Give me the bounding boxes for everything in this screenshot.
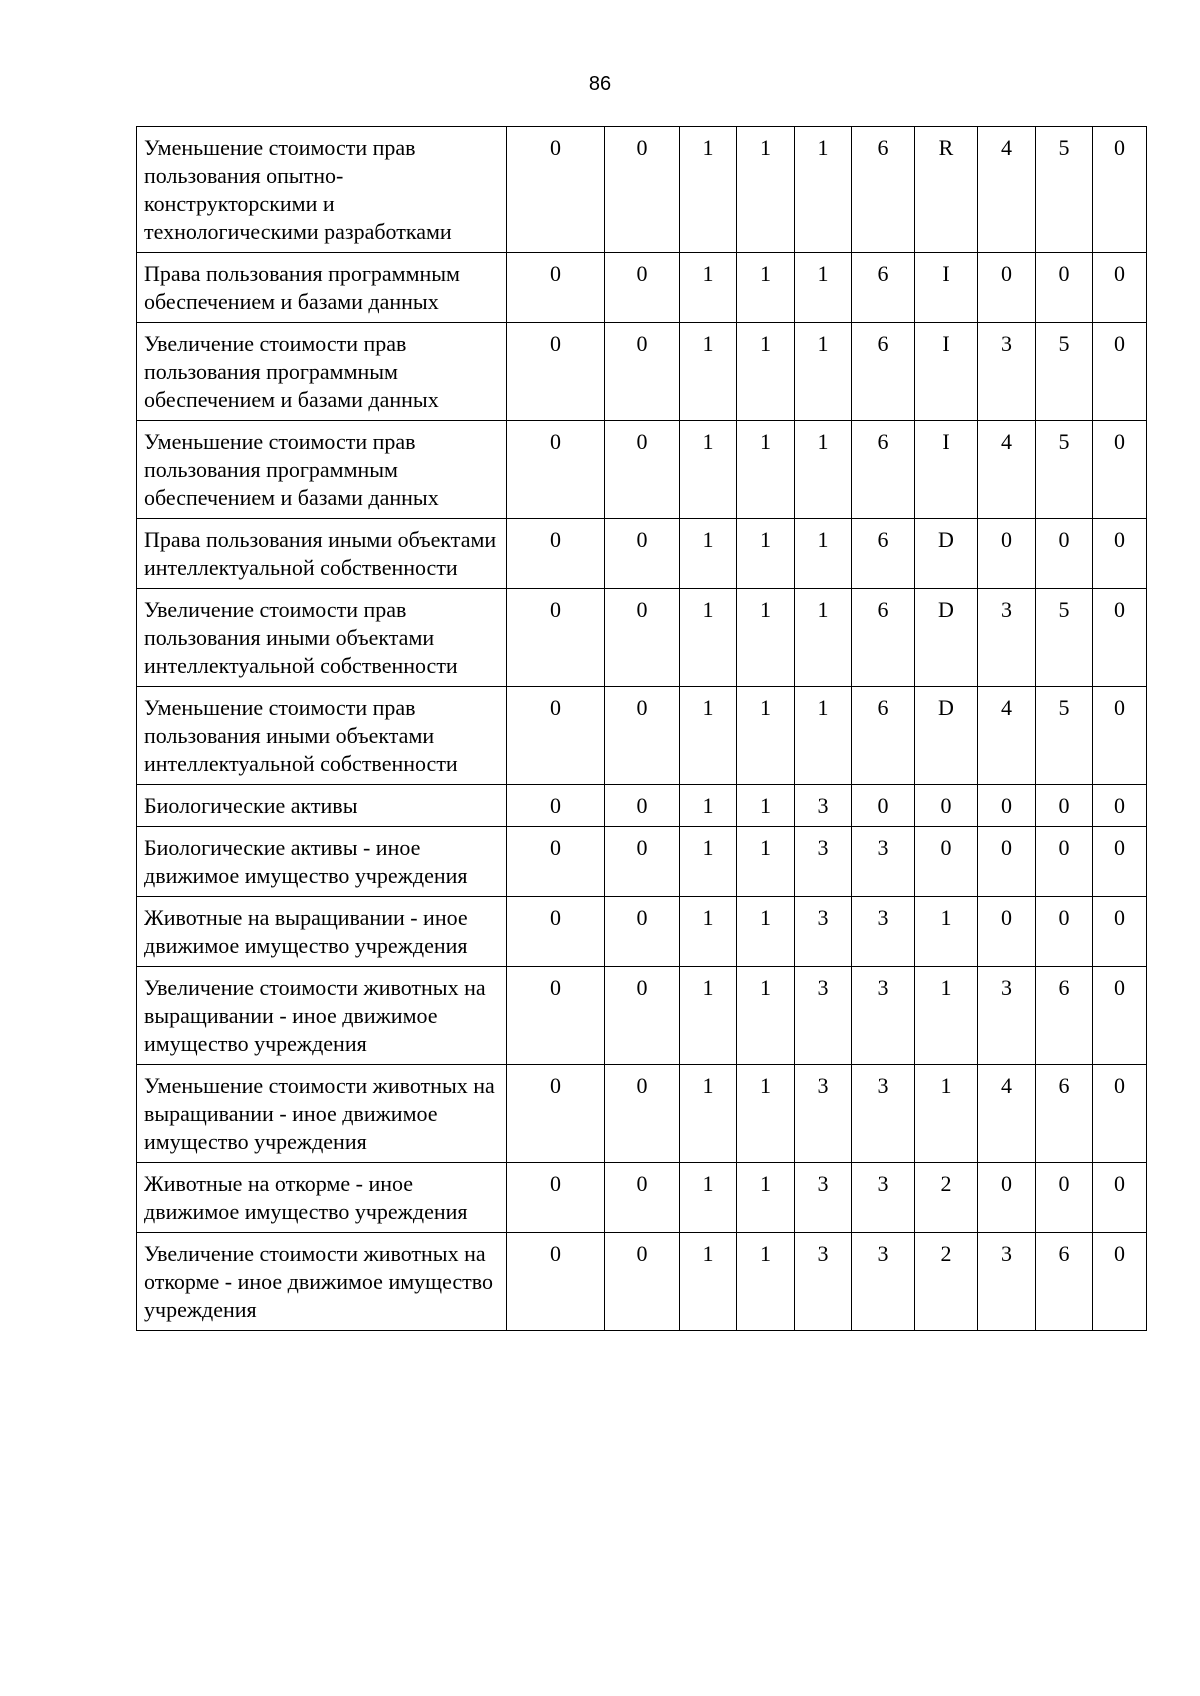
account-name-cell: Права пользования программным обеспечением и базами данных [137,253,507,323]
code-digit-cell: 0 [605,253,680,323]
code-digit-cell: 0 [1093,253,1147,323]
code-digit-cell: 1 [737,687,795,785]
code-digit-cell: 0 [1036,519,1093,589]
account-name-cell: Биологические активы - иное движимое имущество учреждения [137,827,507,897]
code-digit-cell: 1 [795,589,852,687]
code-digit-cell: 3 [978,323,1036,421]
code-digit-cell: 0 [978,827,1036,897]
code-digit-cell: 5 [1036,421,1093,519]
table-row [137,967,1147,1065]
code-digit-cell: 0 [507,589,605,687]
code-digit-cell: 6 [1036,967,1093,1065]
code-digit-cell: 0 [507,127,605,253]
code-digit-cell: 0 [978,253,1036,323]
code-digit-cell: 4 [978,127,1036,253]
code-digit-cell: 1 [795,519,852,589]
code-digit-cell: I [915,323,978,421]
code-digit-cell: 6 [1036,1065,1093,1163]
code-digit-cell: 0 [1093,687,1147,785]
code-digit-cell: 1 [680,323,737,421]
code-digit-cell: 3 [978,967,1036,1065]
code-digit-cell: 0 [1093,323,1147,421]
code-digit-cell: 3 [852,1163,915,1233]
code-digit-cell: 0 [1093,1233,1147,1331]
code-digit-cell: 0 [605,1233,680,1331]
code-digit-cell: 1 [737,785,795,827]
code-digit-cell: 1 [795,253,852,323]
account-name-cell: Увеличение стоимости прав пользования программным обеспечением и базами данных [137,323,507,421]
code-digit-cell: 1 [795,687,852,785]
table-row [137,897,1147,967]
code-digit-cell: 0 [605,127,680,253]
table-row [137,1065,1147,1163]
account-name-cell: Увеличение стоимости прав пользования иными объектами интеллектуальной собственности [137,589,507,687]
code-digit-cell: 0 [1036,1163,1093,1233]
code-digit-cell: 0 [507,519,605,589]
code-digit-cell: 0 [507,323,605,421]
code-digit-cell: R [915,127,978,253]
table-row [137,421,1147,519]
code-digit-cell: 0 [1036,827,1093,897]
code-digit-cell: 1 [737,827,795,897]
code-digit-cell: 3 [852,967,915,1065]
code-digit-cell: 1 [680,897,737,967]
code-digit-cell: D [915,687,978,785]
code-digit-cell: 0 [507,897,605,967]
code-digit-cell: 0 [978,785,1036,827]
code-digit-cell: 3 [795,827,852,897]
code-digit-cell: 6 [852,127,915,253]
code-digit-cell: 1 [737,589,795,687]
account-name-cell: Биологические активы [137,785,507,827]
code-digit-cell: 1 [795,127,852,253]
code-digit-cell: 1 [680,827,737,897]
table-row [137,1163,1147,1233]
code-digit-cell: 1 [680,967,737,1065]
code-digit-cell: 1 [915,1065,978,1163]
code-digit-cell: 0 [1093,127,1147,253]
code-digit-cell: 1 [795,323,852,421]
code-digit-cell: 0 [507,1233,605,1331]
code-digit-cell: 0 [915,827,978,897]
code-digit-cell: 1 [680,1163,737,1233]
account-name-cell: Животные на выращивании - иное движимое имущество учреждения [137,897,507,967]
account-name-cell: Уменьшение стоимости прав пользования программным обеспечением и базами данных [137,421,507,519]
code-digit-cell: 0 [605,1163,680,1233]
table-row [137,687,1147,785]
code-digit-cell: 0 [507,1065,605,1163]
code-digit-cell: 6 [852,421,915,519]
code-digit-cell: 0 [1093,519,1147,589]
code-digit-cell: 0 [1093,589,1147,687]
code-digit-cell: 0 [852,785,915,827]
code-digit-cell: 0 [605,421,680,519]
code-digit-cell: 1 [737,127,795,253]
code-digit-cell: 0 [1093,1065,1147,1163]
code-digit-cell: 3 [795,1233,852,1331]
table-row [137,1233,1147,1331]
code-digit-cell: 6 [852,323,915,421]
code-digit-cell: 0 [605,519,680,589]
page-number: 86 [588,73,612,95]
code-digit-cell: 6 [852,253,915,323]
code-digit-cell: 1 [680,589,737,687]
code-digit-cell: 0 [605,1065,680,1163]
code-digit-cell: 0 [978,897,1036,967]
account-name-cell: Уменьшение стоимости прав пользования опытно-конструкторскими и технологическими разработками [137,127,507,253]
code-digit-cell: 0 [507,1163,605,1233]
code-digit-cell: 0 [507,687,605,785]
code-digit-cell: 5 [1036,589,1093,687]
code-digit-cell: 6 [852,589,915,687]
code-digit-cell: 3 [978,589,1036,687]
code-digit-cell: 0 [507,827,605,897]
code-digit-cell: 3 [852,1065,915,1163]
code-digit-cell: 3 [852,827,915,897]
code-digit-cell: 1 [737,897,795,967]
code-digit-cell: 0 [605,323,680,421]
code-digit-cell: 0 [605,827,680,897]
code-digit-cell: 1 [680,253,737,323]
code-digit-cell: 0 [605,785,680,827]
code-digit-cell: 0 [1093,785,1147,827]
code-digit-cell: 0 [1036,785,1093,827]
code-digit-cell: D [915,589,978,687]
code-digit-cell: I [915,421,978,519]
code-digit-cell: 0 [605,589,680,687]
code-digit-cell: 0 [507,785,605,827]
code-digit-cell: 3 [795,967,852,1065]
table-row [137,253,1147,323]
code-digit-cell: 2 [915,1163,978,1233]
code-digit-cell: 0 [1036,897,1093,967]
table-row [137,519,1147,589]
code-digit-cell: 1 [737,253,795,323]
code-digit-cell: 6 [1036,1233,1093,1331]
code-digit-cell: 3 [795,1163,852,1233]
account-name-cell: Увеличение стоимости животных на откорме - иное движимое имущество учреждения [137,1233,507,1331]
code-digit-cell: 0 [507,253,605,323]
code-digit-cell: 0 [978,1163,1036,1233]
code-digit-cell: 3 [852,897,915,967]
code-digit-cell: 0 [1093,967,1147,1065]
code-digit-cell: 5 [1036,127,1093,253]
account-codes-table [136,126,1147,1331]
code-digit-cell: 1 [680,127,737,253]
code-digit-cell: 1 [737,1163,795,1233]
code-digit-cell: D [915,519,978,589]
code-digit-cell: 0 [605,967,680,1065]
code-digit-cell: 3 [795,1065,852,1163]
code-digit-cell: 1 [737,323,795,421]
code-digit-cell: 6 [852,687,915,785]
code-digit-cell: 3 [978,1233,1036,1331]
table-row [137,323,1147,421]
code-digit-cell: 0 [507,421,605,519]
code-digit-cell: 5 [1036,687,1093,785]
table-row [137,589,1147,687]
code-digit-cell: 1 [915,967,978,1065]
code-digit-cell: 0 [915,785,978,827]
account-name-cell: Права пользования иными объектами интеллектуальной собственности [137,519,507,589]
table-row [137,785,1147,827]
code-digit-cell: 5 [1036,323,1093,421]
code-digit-cell: 3 [795,897,852,967]
code-digit-cell: 0 [978,519,1036,589]
code-digit-cell: 1 [680,1065,737,1163]
code-digit-cell: 6 [852,519,915,589]
code-digit-cell: I [915,253,978,323]
account-name-cell: Увеличение стоимости животных на выращивании - иное движимое имущество учреждения [137,967,507,1065]
code-digit-cell: 1 [915,897,978,967]
code-digit-cell: 1 [795,421,852,519]
code-digit-cell: 1 [680,519,737,589]
table-row [137,827,1147,897]
code-digit-cell: 3 [852,1233,915,1331]
code-digit-cell: 0 [605,687,680,785]
code-digit-cell: 0 [1093,1163,1147,1233]
code-digit-cell: 4 [978,687,1036,785]
code-digit-cell: 2 [915,1233,978,1331]
code-digit-cell: 4 [978,421,1036,519]
account-name-cell: Уменьшение стоимости прав пользования иными объектами интеллектуальной собственности [137,687,507,785]
code-digit-cell: 0 [507,967,605,1065]
code-digit-cell: 1 [737,519,795,589]
code-digit-cell: 0 [1036,253,1093,323]
account-name-cell: Уменьшение стоимости животных на выращивании - иное движимое имущество учреждения [137,1065,507,1163]
code-digit-cell: 1 [680,785,737,827]
code-digit-cell: 0 [1093,421,1147,519]
code-digit-cell: 1 [737,967,795,1065]
code-digit-cell: 0 [1093,897,1147,967]
code-digit-cell: 1 [737,421,795,519]
code-digit-cell: 0 [605,897,680,967]
account-name-cell: Животные на откорме - иное движимое имущество учреждения [137,1163,507,1233]
table-body [137,127,1147,1331]
code-digit-cell: 0 [1093,827,1147,897]
code-digit-cell: 1 [737,1233,795,1331]
code-digit-cell: 1 [680,1233,737,1331]
code-digit-cell: 3 [795,785,852,827]
code-digit-cell: 1 [680,421,737,519]
code-digit-cell: 4 [978,1065,1036,1163]
code-digit-cell: 1 [680,687,737,785]
table-row [137,127,1147,253]
code-digit-cell: 1 [737,1065,795,1163]
